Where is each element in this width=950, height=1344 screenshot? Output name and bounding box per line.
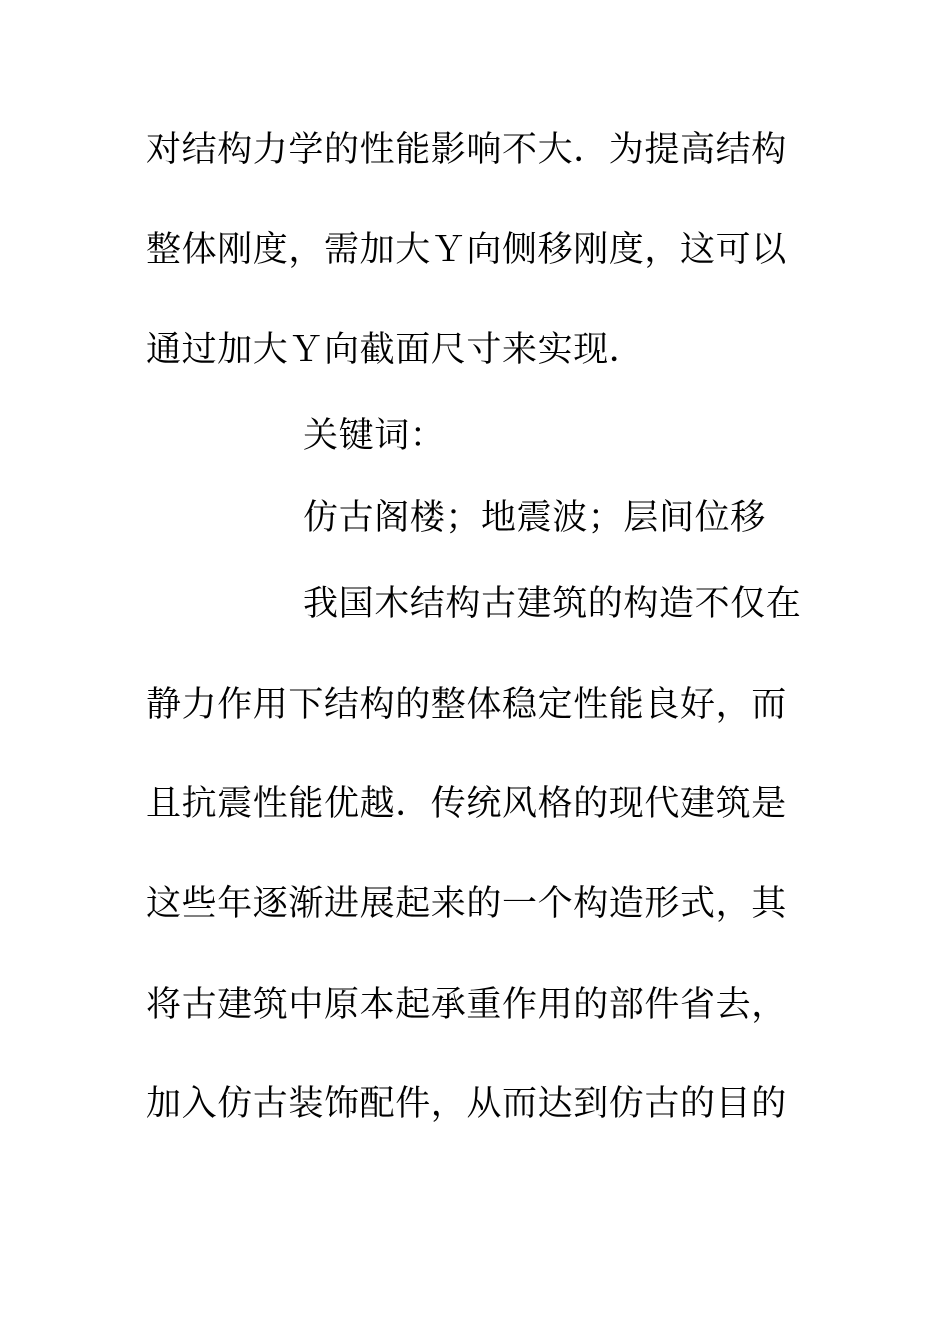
body-text-line-1: 对结构力学的性能影响不大．为提高结构	[146, 130, 787, 170]
keywords-list: 仿古阁楼；地震波；层间位移	[303, 498, 766, 538]
body-text-line-8: 且抗震性能优越．传统风格的现代建筑是	[146, 784, 787, 824]
body-text-line-11: 加入仿古装饰配件，从而达到仿古的目的	[146, 1084, 787, 1124]
paragraph-first-line: 我国木结构古建筑的构造不仅在	[303, 584, 802, 624]
body-text-line-7: 静力作用下结构的整体稳定性能良好，而	[146, 685, 787, 725]
body-text-line-3: 通过加大Ｙ向截面尺寸来实现．	[146, 330, 645, 370]
body-text-line-10: 将古建筑中原本起承重作用的部件省去，	[146, 985, 787, 1025]
keywords-heading: 关键词：	[303, 416, 446, 456]
body-text-line-9: 这些年逐渐进展起来的一个构造形式，其	[146, 884, 787, 924]
body-text-line-2: 整体刚度，需加大Ｙ向侧移刚度，这可以	[146, 230, 787, 270]
